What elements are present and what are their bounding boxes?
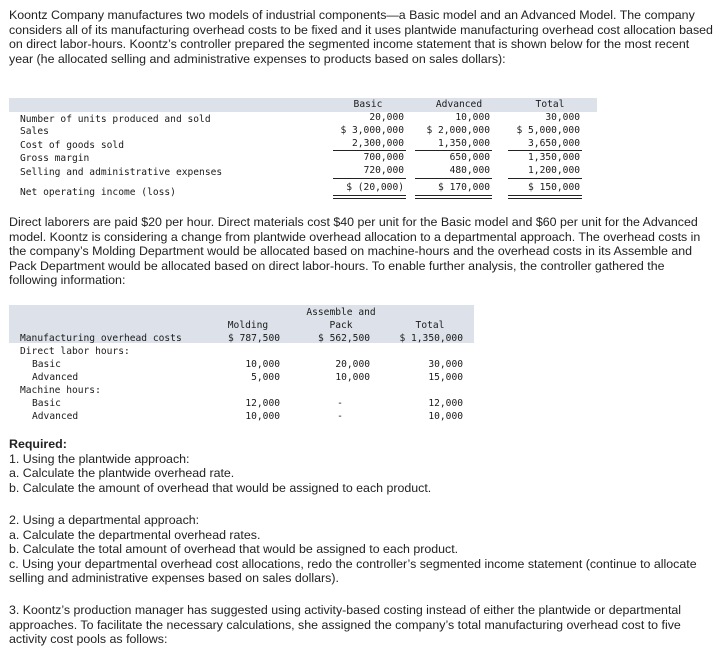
cell-molding: 12,000	[245, 398, 280, 409]
row-label: Machine hours:	[20, 385, 101, 396]
cell-total: $ 1,350,000	[399, 333, 463, 344]
row-label: Number of units produced and sold	[20, 114, 211, 125]
cell-pack: $ 562,500	[318, 333, 370, 344]
subtotal-rule	[415, 178, 492, 179]
col-header-basic: Basic	[353, 99, 383, 110]
cell-advanced: 10,000	[455, 112, 490, 123]
requirement-line: a. Calculate the departmental overhead rates.	[9, 527, 261, 542]
row-label: Manufacturing overhead costs	[20, 333, 182, 344]
cell-pack: -	[337, 398, 343, 409]
subtotal-rule	[508, 178, 582, 179]
subtotal-rule	[508, 150, 582, 151]
col-header-total: Total	[535, 99, 565, 110]
row-label: Selling and administrative expenses	[20, 167, 223, 178]
cell-advanced: $ 2,000,000	[426, 125, 490, 136]
departmental-cost-table	[0, 305, 721, 425]
subtotal-rule	[415, 150, 492, 151]
row-label: Direct labor hours:	[20, 346, 130, 357]
row-label: Advanced	[32, 372, 79, 383]
table-header-band	[9, 98, 597, 112]
requirement-line: b. Calculate the amount of overhead that would be assigned to each product.	[9, 480, 432, 495]
total-double-rule	[333, 195, 406, 199]
total-double-rule	[415, 195, 492, 199]
cell-molding: $ 787,500	[228, 333, 280, 344]
requirement-part-2	[9, 513, 713, 586]
cell-molding: 10,000	[245, 411, 280, 422]
cell-molding: 10,000	[245, 359, 280, 370]
requirement-line: a. Calculate the plantwide overhead rate.	[9, 466, 235, 481]
requirement-line: 2. Using a departmental approach:	[9, 513, 200, 527]
cell-pack: 20,000	[335, 359, 370, 370]
row-label: Gross margin	[20, 153, 90, 164]
cell-total: $ 5,000,000	[516, 125, 580, 136]
cell-total: 30,000	[545, 112, 580, 123]
cell-advanced: 1,350,000	[438, 138, 490, 149]
cell-total: 15,000	[428, 372, 463, 383]
col-header-molding: Molding	[227, 320, 269, 331]
col-header-total: Total	[415, 320, 445, 331]
cell-advanced: $ 170,000	[438, 182, 490, 193]
cell-basic: $ (20,000)	[346, 182, 404, 193]
cell-pack: 10,000	[335, 372, 370, 383]
total-double-rule	[508, 195, 582, 199]
segmented-income-statement	[0, 98, 721, 200]
cell-basic: 20,000	[369, 112, 404, 123]
cell-advanced: 650,000	[449, 152, 490, 163]
cell-basic: 720,000	[363, 165, 404, 176]
cell-basic: $ 3,000,000	[340, 125, 404, 136]
col-header-assemble-line1: Assemble and	[306, 307, 376, 318]
col-header-assemble-line2: Pack	[329, 320, 353, 331]
cell-total: 10,000	[428, 411, 463, 422]
required-section	[9, 437, 713, 495]
col-header-advanced: Advanced	[435, 99, 483, 110]
cell-total: 1,350,000	[528, 152, 580, 163]
cell-total: $ 150,000	[528, 182, 580, 193]
cell-total: 12,000	[428, 398, 463, 409]
cell-advanced: 480,000	[449, 165, 490, 176]
requirement-part-3: 3. Koontz’s production manager has suggested using activity-based costing instead of either the plantwide or departmental approaches. To facilitate the necessary calculations, she assigned the company’s total manufacturing overhead cost to five activity cost pools as follows:	[9, 603, 682, 647]
cell-basic: 700,000	[363, 152, 404, 163]
requirement-line: c. Using your departmental overhead cost allocations, redo the controller’s segmented income statement (continue to allocate selling and administrative expenses based on sales dollars).	[9, 556, 697, 586]
cell-basic: 2,300,000	[352, 138, 404, 149]
middle-paragraph: Direct laborers are paid $20 per hour. Direct materials cost $40 per unit for the Basic model and $60 per unit for the Advanced model. Koontz is considering a change from plantwide overhead allocation to a departmental approach. The overhead costs in the company’s Molding Department would be allocated based on machine-hours and the overhead costs in its Assemble and Pack Department would be allocated based on direct labor-hours. To enable further analysis, the controller gathered the following information:	[9, 215, 701, 288]
row-label: Basic	[32, 359, 61, 370]
cell-total: 3,650,000	[528, 138, 580, 149]
cell-pack: -	[337, 411, 343, 422]
row-label: Net operating income (loss)	[20, 187, 176, 198]
intro-paragraph: Koontz Company manufactures two models of industrial components—a Basic model and an Advanced Model. The company considers all of its manufacturing overhead costs to be fixed and it uses plantwide manufacturing overhead cost allocation based on direct labor-hours. Koontz’s controller prepared the segmented income statement that is shown below for the most recent year (he allocated selling and administrative expenses to products based on sales dollars):	[9, 8, 713, 66]
subtotal-rule	[333, 150, 406, 151]
row-label: Cost of goods sold	[20, 140, 124, 151]
cell-total: 1,200,000	[528, 165, 580, 176]
required-heading: Required:	[9, 437, 67, 451]
row-label: Basic	[32, 398, 61, 409]
cell-molding: 5,000	[251, 372, 280, 383]
subtotal-rule	[333, 178, 406, 179]
requirement-line: 1. Using the plantwide approach:	[9, 451, 190, 466]
requirement-line: b. Calculate the total amount of overhead that would be assigned to each product.	[9, 542, 459, 557]
cell-total: 30,000	[428, 359, 463, 370]
row-label: Advanced	[32, 411, 79, 422]
row-label: Sales	[20, 126, 49, 137]
